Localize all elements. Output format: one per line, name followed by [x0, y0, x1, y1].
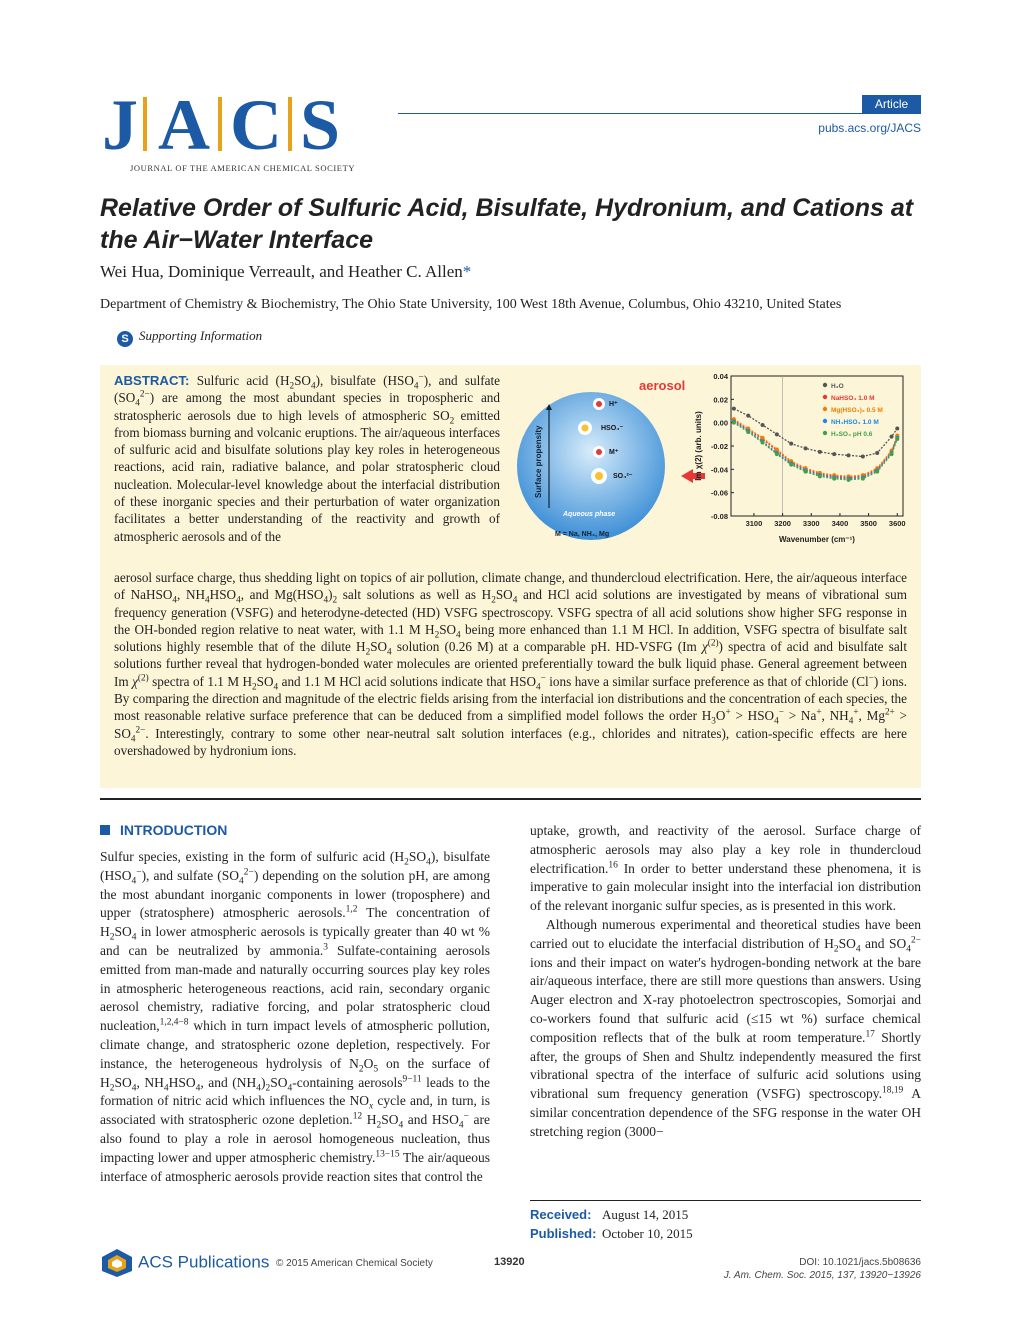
legend-entry: Mg(HSO₄)₂ 0.5 M: [831, 407, 883, 414]
received-date: August 14, 2015: [602, 1207, 689, 1222]
intro-paragraph-continued: uptake, growth, and reactivity of the aerosol. Surface charge of atmospheric aerosols may also play a key role in thundercloud electrification.$^{16}$ In order to better understand these phenomena, it is imperative to gain molecular insight into the interfacial ion distribution of the relevant inorganic sulfur species, as is presented in this work.: [530, 823, 921, 914]
received-row: [530, 1205, 921, 1224]
series-line: [734, 409, 897, 457]
author-list: [100, 262, 471, 282]
y-tick-label: -0.08: [710, 512, 728, 521]
y-tick-label: -0.02: [710, 442, 728, 451]
ion-label-m: M⁺: [609, 449, 619, 456]
y-tick-label: 0.04: [713, 372, 728, 381]
journal-name: JOURNAL OF THE AMERICAN CHEMICAL SOCIETY: [130, 163, 356, 173]
intro-column-2: [530, 822, 921, 1142]
x-tick-label: 3600: [888, 519, 906, 528]
abstract-divider: [100, 798, 921, 800]
corresponding-author-mark[interactable]: *: [462, 262, 472, 281]
supporting-info-label: Supporting Information: [139, 328, 263, 343]
surface-propensity-label: Surface propensity: [534, 425, 543, 498]
x-axis-label: Wavenumber (cm⁻¹): [779, 535, 855, 544]
legend-marker: [823, 431, 827, 435]
section-heading-label: INTRODUCTION: [120, 822, 228, 838]
doi-link[interactable]: DOI: 10.1021/jacs.5b08636: [799, 1257, 921, 1268]
plot-frame: [731, 376, 903, 516]
legend-entry: H₂SO₄ pH 0.6: [831, 431, 873, 438]
published-date: October 10, 2015: [602, 1226, 693, 1241]
toc-graphic: [513, 368, 911, 558]
copyright: © 2015 American Chemical Society: [276, 1258, 433, 1269]
affiliation: Department of Chemistry & Biochemistry, The Ohio State University, 100 West 18th Avenue, Columbus, Ohio 43210, United States: [100, 297, 842, 312]
x-tick-label: 3200: [774, 519, 791, 528]
ion-label-h: H⁺: [609, 401, 618, 408]
intro-paragraph-2: Although numerous experimental and theoretical studies have been carried out to elucidate the interfacial distribution of $H_2SO_4$ and $SO_4^{2-}$ ions and their impact on water's hydrogen-bonding network at the bare air/aqueous interface, there are still more questions than answers. Using Auger electron and X-ray photoelectron spectroscopies, Somorjai and co-workers found that sulfuric acid (≤15 wt %) surface chemical composition reflects that of the bulk at room temperature.$^{17}$ Shortly after, the groups of Shen and Shultz independently measured the first vibrational spectra of the interface of sulfuric acid solutions using vibrational sum frequency generation (VSFG) spectroscopy.$^{18,19}$ A similar concentration dependence of the SFG response in the water OH stretching region (3000−: [530, 916, 921, 1139]
publisher-name: ACS Publications: [138, 1252, 270, 1272]
abstract-label: ABSTRACT:: [114, 373, 190, 388]
series-line: [734, 420, 897, 477]
aerosol-label: aerosol: [639, 378, 686, 393]
y-tick-label: 0.00: [713, 418, 728, 428]
journal-citation: J. Am. Chem. Soc. 2015, 137, 13920−13926: [723, 1270, 921, 1281]
abstract-body-1: Sulfuric acid $(H_2SO_4)$, bisulfate $(HSO_4^-)$, and sulfate $(SO_4^{2-})$ are among the most abundant species in tropospheric and stratospheric aerosols due to high levels of atmospheric $SO_2$ emitted from biomass burning and volcanic eruptions. The air/aqueous interfaces of sulfuric acid and bisulfate solutions play key roles in heterogeneous reactions, acid rain, radiative balance, and polar stratospheric cloud nucleation. Molecular-level knowledge about the interfacial distribution of these inorganic species and their perturbation of water organization facilitates a better understanding of the reactivity and growth of atmospheric aerosols and of the: [114, 371, 501, 544]
acs-publications-logo[interactable]: [100, 1248, 269, 1278]
legend-marker: [823, 383, 827, 387]
legend-entry: NH₄HSO₄ 1.0 M: [831, 419, 879, 426]
author-names: Wei Hua, Dominique Verreault, and Heather C. Allen: [100, 262, 463, 281]
cation-note: M = Na, NH₄, Mg: [555, 531, 610, 538]
aqueous-phase-label: Aqueous phase: [563, 511, 616, 518]
supporting-info-icon: S: [117, 331, 133, 347]
jacs-logo: [100, 85, 400, 175]
series-line: [734, 422, 897, 479]
legend-marker: [823, 407, 827, 411]
doi-citation: [724, 1256, 921, 1282]
abstract-text-part1: [114, 372, 500, 545]
supporting-information-link[interactable]: [117, 328, 262, 347]
legend-marker: [823, 419, 827, 423]
article-type-badge: Article: [862, 95, 921, 113]
publication-dates: [530, 1200, 921, 1243]
x-tick-label: 3100: [745, 519, 763, 528]
x-tick-label: 3300: [802, 519, 820, 528]
acs-hexagon-icon: [100, 1248, 134, 1278]
y-axis-label: Im χ(2) (arb. units): [694, 411, 703, 481]
published-label: Published:: [530, 1226, 597, 1241]
header-rule: [398, 113, 921, 114]
ion-label-so4: SO₄²⁻: [613, 473, 633, 480]
x-tick-label: 3400: [831, 519, 849, 528]
x-tick-label: 3500: [860, 519, 877, 528]
logo-letter-a: A: [158, 85, 210, 165]
section-heading-introduction: [100, 822, 227, 838]
section-bullet-icon: [100, 825, 110, 835]
logo-letter-c: C: [230, 85, 282, 165]
series-line: [734, 419, 897, 476]
article-title: Relative Order of Sulfuric Acid, Bisulfate, Hydronium, and Cations at the Air−Water Interface: [100, 194, 914, 254]
page-number: 13920: [494, 1256, 525, 1268]
logo-letter-s: S: [300, 85, 341, 165]
abstract-text-part2: aerosol surface charge, thus shedding light on topics of air pollution, climate change, and thundercloud electrification. Here, the air/aqueous interface of NaHSO$_4$, $NH_4HSO_4$, and $Mg(HSO_4)_2$ salt solutions as well as $H_2SO_4$ and HCl acid solutions are investigated by means of vibrational sum frequency generation (VSFG) and heterodyne-detected (HD) VSFG spectroscopy. VSFG spectra of all acid solutions show higher SFG response in the OH-bonded region relative to neat water, with 1.1 M $H_2SO_4$ being more enhanced than 1.1 M HCl. In addition, VSFG spectra of bisulfate salt solutions highly resemble that of the dilute $H_2SO_4$ solution (0.26 M) at a comparable pH. HD-VSFG (Im $\chi^{(2)}$) spectra of acid and bisulfate salt solutions further reveal that hydrogen-bonded water molecules are oriented preferentially toward the bulk liquid phase. General agreement between Im $\chi^{(2)}$ spectra of 1.1 M $H_2SO_4$ and 1.1 M HCl acid solutions indicate that $HSO_4^-$ ions have a similar surface preference as that of chloride (Cl−) ions. By comparing the direction and magnitude of the electric fields arising from the interfacial ion distributions and the concentration of each species, the most reasonable relative surface preference that can be deduced from a simplified model follows the order $H_3O^+ > HSO_4^- > Na^+$, $NH_4^+$, $Mg^{2+} > SO_4^{2-}$. Interestingly, contrary to some other near-neutral salt solution interfaces (e.g., chlorides and nitrates), cation-specific effects are here overshadowed by hydronium ions.: [114, 570, 908, 758]
legend-marker: [823, 395, 827, 399]
published-row: [530, 1224, 921, 1243]
intro-column-1: Sulfur species, existing in the form of sulfuric acid $(H_2SO_4)$, bisulfate $(HSO_4^-)$, and sulfate $(SO_4^{2-})$ depending on the solution pH, are among the most abundant inorganic components in lower (troposphere) and upper (stratosphere) atmospheric aerosols.$^{1,2}$ The concentration of $H_2SO_4$ in lower atmospheric aerosols is typically greater than 40 wt % and can be neutralized by ammonia.$^3$ Sulfate-containing aerosols emitted from man-made and naturally occurring sources play key roles in atmospheric heterogeneous reactions, acid rain, secondary organic aerosol chemistry, radiative forcing, and polar stratospheric cloud nucleation,$^{1,2,4-8}$ which in turn impact levels of atmospheric pollution, climate change, and stratospheric ozone depletion, respectively. For instance, the heterogeneous hydrolysis of $N_2O_5$ on the surface of $H_2SO_4$, $NH_4HSO_4$, and $(NH_4)_2SO_4$-containing aerosols$^{9-11}$ leads to the formation of nitric acid which influences the $NO_x$ cycle and, in turn, is associated with stratospheric ozone depletion.$^{12}$ $H_2SO_4$ and $HSO_4^-$ are also found to play a role in aerosol homogeneous nucleation, thus impacting lower and upper atmospheric chemistry.$^{13-15}$ The air/aqueous interface of atmospheric aerosols provide reaction sites that control the: [100, 849, 491, 1184]
y-tick-label: 0.02: [713, 395, 728, 405]
y-tick-label: -0.04: [710, 465, 728, 475]
legend-entry: H₂O: [831, 383, 844, 390]
y-tick-label: -0.06: [710, 488, 728, 498]
journal-url-link[interactable]: pubs.acs.org/JACS: [818, 121, 921, 135]
spectra-chart: [694, 372, 906, 544]
legend-entry: NaHSO₄ 1.0 M: [831, 395, 875, 402]
logo-letter-j: J: [102, 85, 138, 165]
ion-label-hso4: HSO₄⁻: [601, 425, 624, 432]
received-label: Received:: [530, 1207, 592, 1222]
